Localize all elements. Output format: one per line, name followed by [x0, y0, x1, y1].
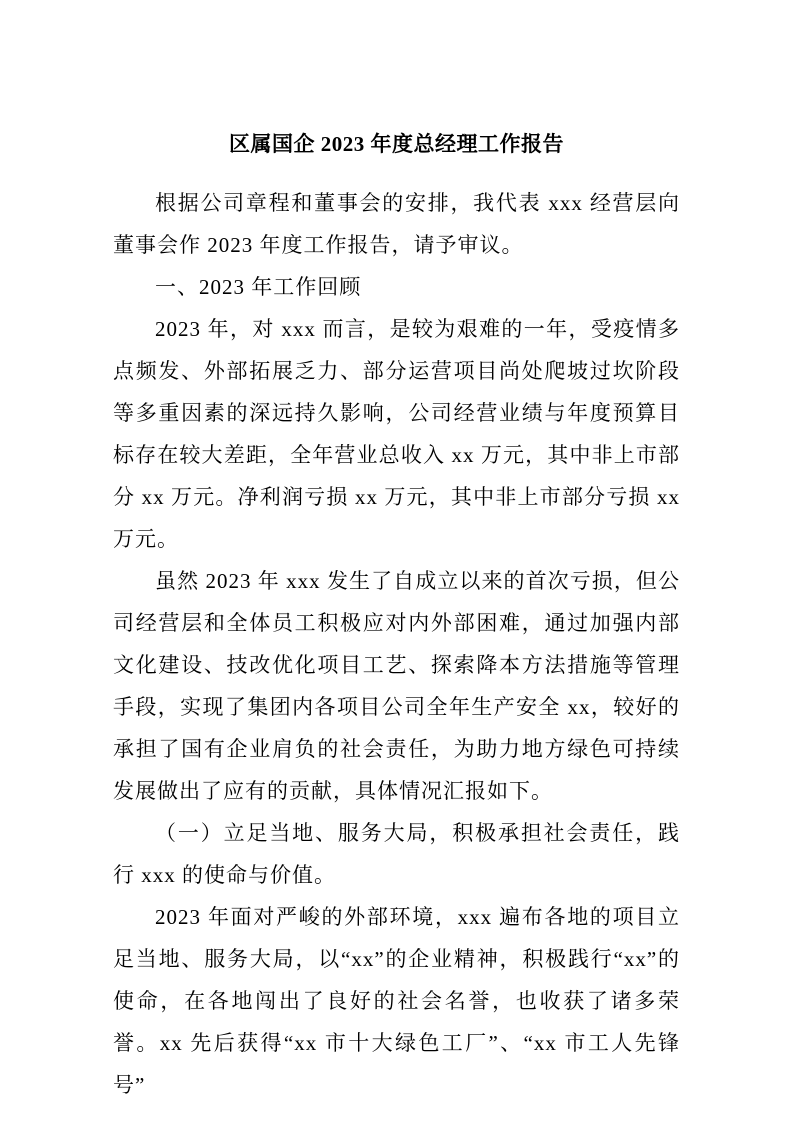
paragraph-results: 2023 年，对 xxx 而言，是较为艰难的一年，受疫情多点频发、外部拓展乏力、部分运营项目尚处爬坡过坎阶段等多重因素的深远持久影响，公司经营业绩与年度预算目标存在较大差距，全年营业总收入 xx 万元，其中非上市部分 xx 万元。净利润亏损 xx 万元，其中非上市部分亏损 xx 万元。	[113, 317, 680, 551]
document-title: 区属国企 2023 年度总经理工作报告	[229, 132, 564, 156]
paragraph-intro: 根据公司章程和董事会的安排，我代表 xxx 经营层向董事会作 2023 年度工作报告，请予审议。	[113, 191, 680, 257]
sub-heading-1: （一）立足当地、服务大局，积极承担社会责任，践行 xxx 的使命与价值。	[113, 821, 680, 887]
paragraph-response: 虽然 2023 年 xxx 发生了自成立以来的首次亏损，但公司经营层和全体员工积极应对内外部困难，通过加强内部文化建设、技改优化项目工艺、探索降本方法措施等管理手段，实现了集团内各项目公司全年生产安全 xx，较好的承担了国有企业肩负的社会责任，为助力地方绿色可持续发展做出了应有的贡献，具体情况汇报如下。	[113, 569, 680, 803]
paragraph-honors: 2023 年面对严峻的外部环境，xxx 遍布各地的项目立足当地、服务大局，以“xx”的企业精神，积极践行“xx”的使命，在各地闯出了良好的社会名誉，也收获了诸多荣誉。xx 先后获得“xx 市十大绿色工厂”、“xx 市工人先锋号”	[113, 905, 681, 1097]
document-content	[113, 126, 680, 1106]
section-heading-1: 一、2023 年工作回顾	[155, 275, 362, 299]
